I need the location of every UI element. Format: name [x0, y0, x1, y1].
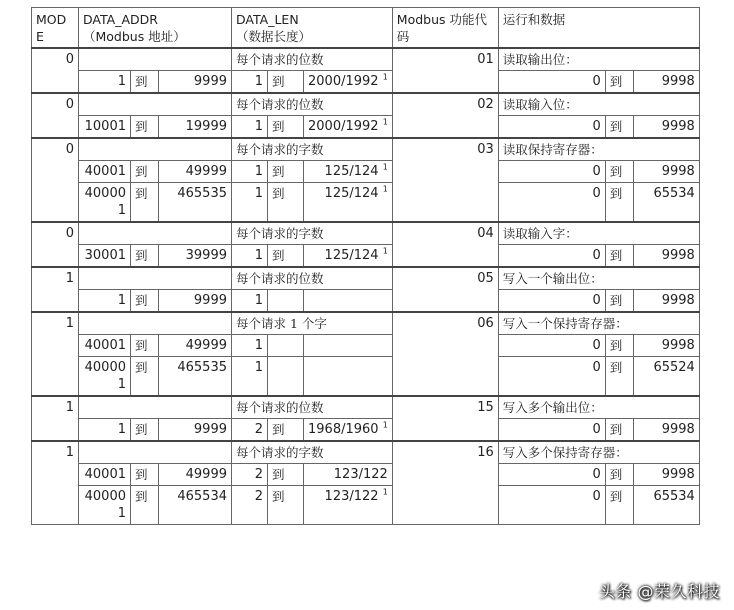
data-end: 9998 [633, 335, 699, 357]
address-end: 49999 [159, 335, 232, 357]
length-to: 到 [268, 161, 304, 183]
function-code: 03 [392, 138, 498, 222]
data-end: 65534 [633, 183, 699, 223]
address-end: 9999 [159, 290, 232, 313]
header-data-len: DATA_LEN （数据长度） [232, 8, 393, 49]
operation-title: 写入多个保持寄存器： [498, 441, 699, 464]
mode-value: 0 [32, 222, 79, 267]
table-row [32, 116, 700, 139]
data-start: 0 [498, 161, 605, 183]
length-to: 到 [268, 116, 304, 139]
address-to: 到 [131, 116, 159, 139]
address-end: 39999 [159, 245, 232, 268]
address-end: 19999 [159, 116, 232, 139]
address-blank-cell [79, 267, 232, 290]
function-code: 05 [392, 267, 498, 312]
address-start: 30001 [79, 245, 131, 268]
table-row [32, 464, 700, 486]
length-to: 到 [268, 464, 304, 486]
data-start: 0 [498, 486, 605, 525]
footnote-marker: 1 [382, 246, 388, 256]
mode-value: 0 [32, 138, 79, 222]
operation-title: 写入一个输出位： [498, 267, 699, 290]
length-title: 每个请求的位数 [232, 396, 393, 419]
data-start: 0 [498, 464, 605, 486]
data-to: 到 [605, 419, 633, 442]
address-to: 到 [131, 290, 159, 313]
table-row [32, 486, 700, 525]
length-max: 125/124 [324, 164, 379, 179]
data-to: 到 [605, 161, 633, 183]
length-max-cell [304, 71, 393, 94]
data-to: 到 [605, 357, 633, 397]
address-end: 465535 [159, 183, 232, 223]
data-end: 9998 [633, 161, 699, 183]
address-to: 到 [131, 357, 159, 397]
length-max: 125/124 [324, 248, 379, 263]
table-row [32, 71, 700, 94]
length-max: 2000/1992 [308, 74, 379, 89]
length-max-cell [304, 486, 393, 525]
group-title-row [32, 222, 700, 245]
data-start: 0 [498, 419, 605, 442]
operation-title: 读取保持寄存器： [498, 138, 699, 161]
length-max-cell [304, 245, 393, 268]
footnote-marker: 1 [382, 72, 388, 82]
data-to: 到 [605, 183, 633, 223]
length-max: 123/122 [324, 489, 379, 504]
data-end: 9998 [633, 290, 699, 313]
data-start: 0 [498, 245, 605, 268]
data-to: 到 [605, 335, 633, 357]
group-title-row [32, 312, 700, 335]
operation-title: 读取输入字： [498, 222, 699, 245]
length-max-cell [304, 335, 393, 357]
header-row [32, 8, 700, 49]
data-start: 0 [498, 335, 605, 357]
operation-title: 写入一个保持寄存器： [498, 312, 699, 335]
group-title-row [32, 441, 700, 464]
length-min: 2 [232, 486, 268, 525]
address-to: 到 [131, 335, 159, 357]
address-to: 到 [131, 71, 159, 94]
length-min: 1 [232, 290, 268, 313]
length-max-cell [304, 290, 393, 313]
length-title: 每个请求的字数 [232, 441, 393, 464]
length-max: 2000/1992 [308, 119, 379, 134]
length-min: 2 [232, 464, 268, 486]
address-start: 10001 [79, 116, 131, 139]
length-min: 2 [232, 419, 268, 442]
address-start: 1 [79, 290, 131, 313]
header-function-code: Modbus 功能代码 [392, 8, 498, 49]
address-to: 到 [131, 161, 159, 183]
table-body [32, 8, 700, 525]
address-end: 465534 [159, 486, 232, 525]
address-end: 49999 [159, 161, 232, 183]
operation-title: 读取输入位： [498, 93, 699, 116]
length-max-cell [304, 161, 393, 183]
length-to: 到 [268, 419, 304, 442]
address-to: 到 [131, 245, 159, 268]
data-to: 到 [605, 245, 633, 268]
data-to: 到 [605, 116, 633, 139]
data-end: 9998 [633, 419, 699, 442]
address-to: 到 [131, 183, 159, 223]
function-code: 15 [392, 396, 498, 441]
data-end: 65524 [633, 357, 699, 397]
length-title: 每个请求的位数 [232, 93, 393, 116]
function-code: 04 [392, 222, 498, 267]
length-min: 1 [232, 71, 268, 94]
footnote-marker: 1 [382, 117, 388, 127]
data-start: 0 [498, 357, 605, 397]
address-end: 465535 [159, 357, 232, 397]
mode-value: 1 [32, 312, 79, 396]
address-to: 到 [131, 419, 159, 442]
length-title: 每个请求 1 个字 [232, 312, 393, 335]
address-blank-cell [79, 138, 232, 161]
table-row [32, 419, 700, 442]
modbus-mapping-table [31, 7, 700, 525]
length-max: 1968/1960 [308, 422, 379, 437]
operation-title: 写入多个输出位： [498, 396, 699, 419]
mode-value: 1 [32, 396, 79, 441]
address-end: 49999 [159, 464, 232, 486]
length-to [268, 357, 304, 397]
header-data-addr: DATA_ADDR （Modbus 地址） [79, 8, 232, 49]
length-title: 每个请求的位数 [232, 48, 393, 71]
length-max: 123/122 [333, 467, 388, 482]
header-operation-data: 运行和数据 [498, 8, 699, 49]
data-to: 到 [605, 486, 633, 525]
function-code: 06 [392, 312, 498, 396]
length-max-cell [304, 116, 393, 139]
address-blank-cell [79, 93, 232, 116]
length-max-cell [304, 357, 393, 397]
address-blank-cell [79, 441, 232, 464]
address-start: 40001 [79, 464, 131, 486]
footnote-marker: 1 [382, 162, 388, 172]
address-to: 到 [131, 464, 159, 486]
address-start: 400001 [79, 183, 131, 223]
length-max: 125/124 [324, 186, 379, 201]
table-row [32, 183, 700, 223]
table-row [32, 245, 700, 268]
data-start: 0 [498, 290, 605, 313]
address-start: 40001 [79, 161, 131, 183]
address-blank-cell [79, 222, 232, 245]
length-to [268, 335, 304, 357]
mode-value: 1 [32, 441, 79, 525]
group-title-row [32, 93, 700, 116]
length-min: 1 [232, 161, 268, 183]
length-title: 每个请求的字数 [232, 222, 393, 245]
data-start: 0 [498, 71, 605, 94]
mode-value: 1 [32, 267, 79, 312]
address-end: 9999 [159, 71, 232, 94]
data-end: 9998 [633, 71, 699, 94]
length-title: 每个请求的字数 [232, 138, 393, 161]
data-end: 9998 [633, 464, 699, 486]
length-min: 1 [232, 183, 268, 223]
function-code: 02 [392, 93, 498, 138]
length-title: 每个请求的位数 [232, 267, 393, 290]
table-row [32, 290, 700, 313]
footnote-marker: 1 [382, 420, 388, 430]
address-end: 9999 [159, 419, 232, 442]
length-to: 到 [268, 183, 304, 223]
data-start: 0 [498, 183, 605, 223]
length-min: 1 [232, 245, 268, 268]
length-max-cell [304, 464, 393, 486]
address-blank-cell [79, 312, 232, 335]
address-blank-cell [79, 48, 232, 71]
address-start: 400001 [79, 486, 131, 525]
function-code: 01 [392, 48, 498, 93]
address-start: 1 [79, 419, 131, 442]
address-start: 1 [79, 71, 131, 94]
length-min: 1 [232, 116, 268, 139]
data-to: 到 [605, 290, 633, 313]
data-end: 9998 [633, 116, 699, 139]
operation-title: 读取输出位： [498, 48, 699, 71]
table-row [32, 161, 700, 183]
footnote-marker: 1 [382, 487, 388, 497]
length-to [268, 290, 304, 313]
data-end: 65534 [633, 486, 699, 525]
group-title-row [32, 396, 700, 419]
address-blank-cell [79, 396, 232, 419]
watermark: 头条 @荣久科技 [598, 582, 720, 601]
address-start: 400001 [79, 357, 131, 397]
length-min: 1 [232, 357, 268, 397]
address-start: 40001 [79, 335, 131, 357]
length-to: 到 [268, 486, 304, 525]
data-start: 0 [498, 116, 605, 139]
length-max-cell [304, 183, 393, 223]
footnote-marker: 1 [382, 184, 388, 194]
function-code: 16 [392, 441, 498, 525]
length-max-cell [304, 419, 393, 442]
group-title-row [32, 267, 700, 290]
data-end: 9998 [633, 245, 699, 268]
header-mode: MODE [32, 8, 79, 49]
data-to: 到 [605, 71, 633, 94]
length-min: 1 [232, 335, 268, 357]
mode-value: 0 [32, 48, 79, 93]
address-to: 到 [131, 486, 159, 525]
table-row [32, 357, 700, 397]
mode-value: 0 [32, 93, 79, 138]
length-to: 到 [268, 245, 304, 268]
table-row [32, 335, 700, 357]
group-title-row [32, 48, 700, 71]
group-title-row [32, 138, 700, 161]
length-to: 到 [268, 71, 304, 94]
data-to: 到 [605, 464, 633, 486]
